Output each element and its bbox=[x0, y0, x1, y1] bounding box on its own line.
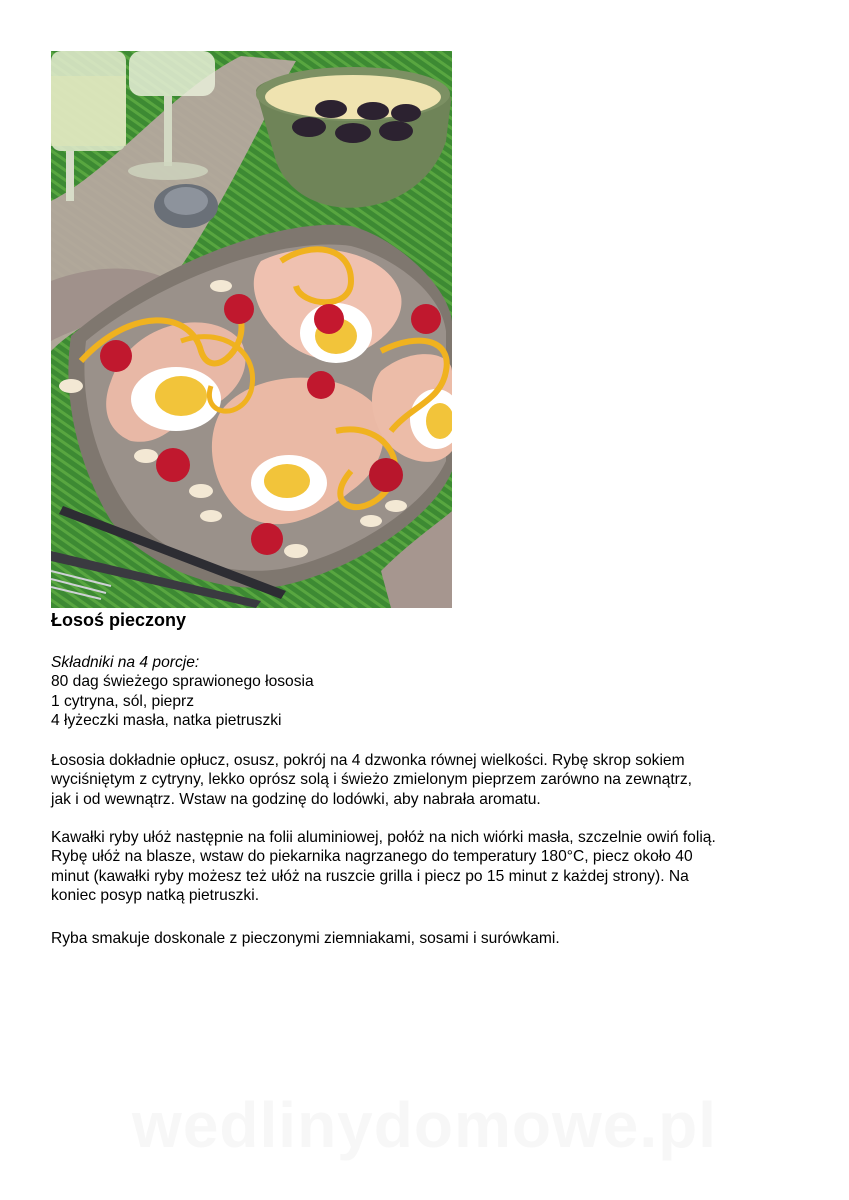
paragraph-line: Kawałki ryby ułóż następnie na folii aluminiowej, połóż na nich wiórki masła, szczelnie owiń folią. bbox=[51, 829, 716, 846]
ingredient-item: 80 dag świeżego sprawionego łososia bbox=[51, 673, 314, 691]
paragraph-line: Ryba smakuje doskonale z pieczonymi ziemniakami, sosami i surówkami. bbox=[51, 930, 560, 947]
preparation-paragraph-2 bbox=[51, 828, 811, 905]
paragraph-line: Łososia dokładnie opłucz, osusz, pokrój na 4 dzwonka równej wielkości. Rybę skrop sokiem bbox=[51, 752, 685, 769]
site-watermark: wedlinydomowe.pl bbox=[132, 1089, 717, 1161]
serving-paragraph bbox=[51, 929, 811, 948]
recipe-title: Łosoś pieczony bbox=[51, 610, 187, 630]
ingredient-item: 4 łyżeczki masła, natka pietruszki bbox=[51, 711, 282, 729]
paragraph-line: koniec posyp natką pietruszki. bbox=[51, 886, 260, 904]
recipe-photo bbox=[51, 51, 452, 608]
preparation-paragraph-1 bbox=[51, 751, 811, 809]
ingredients-list bbox=[51, 653, 811, 730]
paragraph-line: wyciśniętym z cytryny, lekko oprósz solą i świeżo zmielonym pieprzem zarówno na zewnątrz, bbox=[51, 771, 693, 789]
ingredient-item: 1 cytryna, sól, pieprz bbox=[51, 692, 195, 710]
paragraph-line: minut (kawałki ryby możesz też ułóż na ruszcie grilla i piecz po 15 minut z każdej strony). Na bbox=[51, 867, 689, 885]
baked-salmon-illustration bbox=[51, 51, 452, 608]
paragraph-line: jak i od wewnątrz. Wstaw na godzinę do lodówki, aby nabrała aromatu. bbox=[51, 790, 541, 808]
paragraph-line: Rybę ułóż na blasze, wstaw do piekarnika nagrzanego do temperatury 180°C, piecz około 40 bbox=[51, 848, 693, 866]
ingredients-intro: Składniki na 4 porcje: bbox=[51, 654, 200, 671]
